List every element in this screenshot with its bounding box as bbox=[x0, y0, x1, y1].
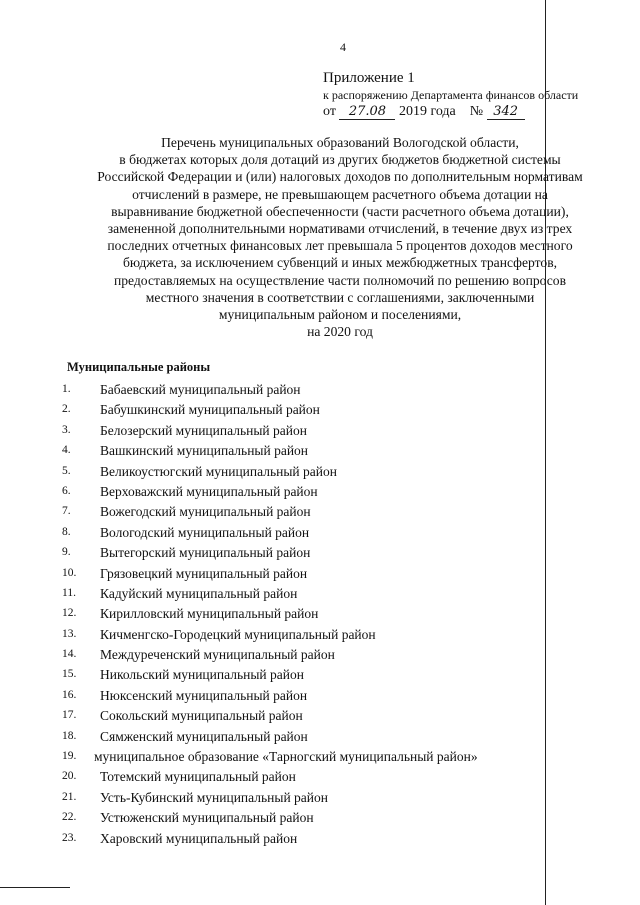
item-name: Междуреченский муниципальный район bbox=[100, 647, 335, 663]
item-name: Харовский муниципальный район bbox=[100, 830, 298, 846]
appendix-reference: к распоряжению Департамента финансов области bbox=[323, 88, 579, 102]
title-line: выравнивание бюджетной обеспеченности (части расчетного объема дотации), bbox=[111, 203, 569, 219]
item-number: 11. bbox=[62, 586, 76, 599]
item-number: 4. bbox=[62, 444, 71, 457]
item-name: Кадуйский муниципальный район bbox=[100, 585, 298, 601]
title-line: последних отчетных финансовых лет превышала 5 процентов доходов местного bbox=[107, 238, 573, 254]
title-line: замененной дополнительными нормативами отчислений, в течение двух из трех bbox=[107, 221, 573, 237]
handwritten-number: 342 bbox=[487, 104, 525, 120]
item-name: Белозерский муниципальный район bbox=[100, 422, 307, 438]
item-number: 19. bbox=[62, 750, 77, 763]
item-name: Великоустюгский муниципальный район bbox=[100, 463, 337, 479]
title-line: местного значения в соответствии с соглашениями, заключенными bbox=[145, 289, 535, 305]
item-number: 1. bbox=[62, 383, 71, 395]
title-line: муниципальным районом и поселениями, bbox=[218, 307, 462, 323]
item-name: Сокольский муниципальный район bbox=[100, 708, 303, 724]
item-name: Вытегорский муниципальный район bbox=[100, 545, 311, 561]
item-name: Бабушкинский муниципальный район bbox=[100, 402, 320, 418]
title-line: отчислений в размере, не превышающем расчетного объема дотации на bbox=[132, 186, 548, 202]
appendix-label: Приложение 1 bbox=[323, 70, 415, 86]
scan-bottom-line bbox=[0, 887, 70, 888]
item-name: Кирилловский муниципальный район bbox=[100, 606, 319, 622]
page-number: 4 bbox=[340, 40, 346, 54]
item-name: Тотемский муниципальный район bbox=[100, 769, 296, 785]
item-name: Никольский муниципальный район bbox=[100, 667, 304, 683]
item-number: 2. bbox=[62, 403, 71, 416]
item-number: 23. bbox=[62, 831, 77, 844]
title-line: в бюджетах которых доля дотаций из других бюджетов бюджетной системы bbox=[119, 152, 561, 168]
item-number: 18. bbox=[62, 729, 77, 742]
item-number: 17. bbox=[62, 709, 77, 722]
item-name: Бабаевский муниципальный район bbox=[100, 382, 301, 397]
item-name: Кичменгско-Городецкий муниципальный район bbox=[100, 626, 376, 642]
date-prefix: от bbox=[323, 104, 336, 119]
title-line: предоставляемых на осуществление части полномочий по решению вопросов bbox=[113, 272, 567, 288]
item-name: муниципальное образование «Тарногский муниципальный район» bbox=[94, 749, 478, 765]
item-number: 12. bbox=[62, 607, 77, 620]
title-line: Российской Федерации и (или) налоговых доходов по дополнительным нормативам bbox=[97, 169, 583, 185]
item-number: 21. bbox=[62, 790, 77, 803]
year-text: 2019 года bbox=[398, 104, 456, 119]
item-name: Вожегодский муниципальный район bbox=[100, 504, 311, 520]
item-number: 10. bbox=[62, 566, 77, 579]
item-name: Грязовецкий муниципальный район bbox=[100, 565, 308, 581]
title-line: Перечень муниципальных образований Вологодской области, bbox=[161, 135, 519, 150]
item-name: Вологодский муниципальный район bbox=[100, 524, 310, 540]
item-name: Усть-Кубинский муниципальный район bbox=[100, 789, 328, 805]
item-number: 13. bbox=[62, 627, 77, 640]
title-line: на 2020 год bbox=[307, 324, 373, 340]
item-name: Вашкинский муниципальный район bbox=[100, 443, 309, 459]
item-name: Сямженский муниципальный район bbox=[100, 728, 308, 744]
item-number: 15. bbox=[62, 668, 77, 681]
item-number: 7. bbox=[62, 505, 71, 518]
handwritten-date: 27.08 bbox=[339, 104, 395, 120]
item-name: Устюженский муниципальный район bbox=[100, 810, 314, 826]
item-number: 3. bbox=[62, 423, 71, 436]
item-number: 20. bbox=[62, 770, 77, 783]
item-number: 6. bbox=[62, 484, 71, 497]
section-title: Муниципальные районы bbox=[67, 360, 211, 374]
item-number: 8. bbox=[62, 525, 71, 538]
number-label: № bbox=[469, 104, 484, 119]
title-line: бюджета, за исключением субвенций и иных межбюджетных трансфертов, bbox=[122, 255, 558, 271]
item-number: 16. bbox=[62, 688, 77, 701]
item-name: Нюксенский муниципальный район bbox=[100, 687, 308, 703]
item-name: Верховажский муниципальный район bbox=[100, 483, 318, 499]
item-number: 22. bbox=[62, 811, 77, 824]
item-number: 9. bbox=[62, 546, 71, 559]
item-number: 14. bbox=[62, 648, 77, 661]
item-number: 5. bbox=[62, 464, 71, 477]
document-title bbox=[50, 134, 630, 340]
appendix-date-line bbox=[323, 104, 525, 120]
